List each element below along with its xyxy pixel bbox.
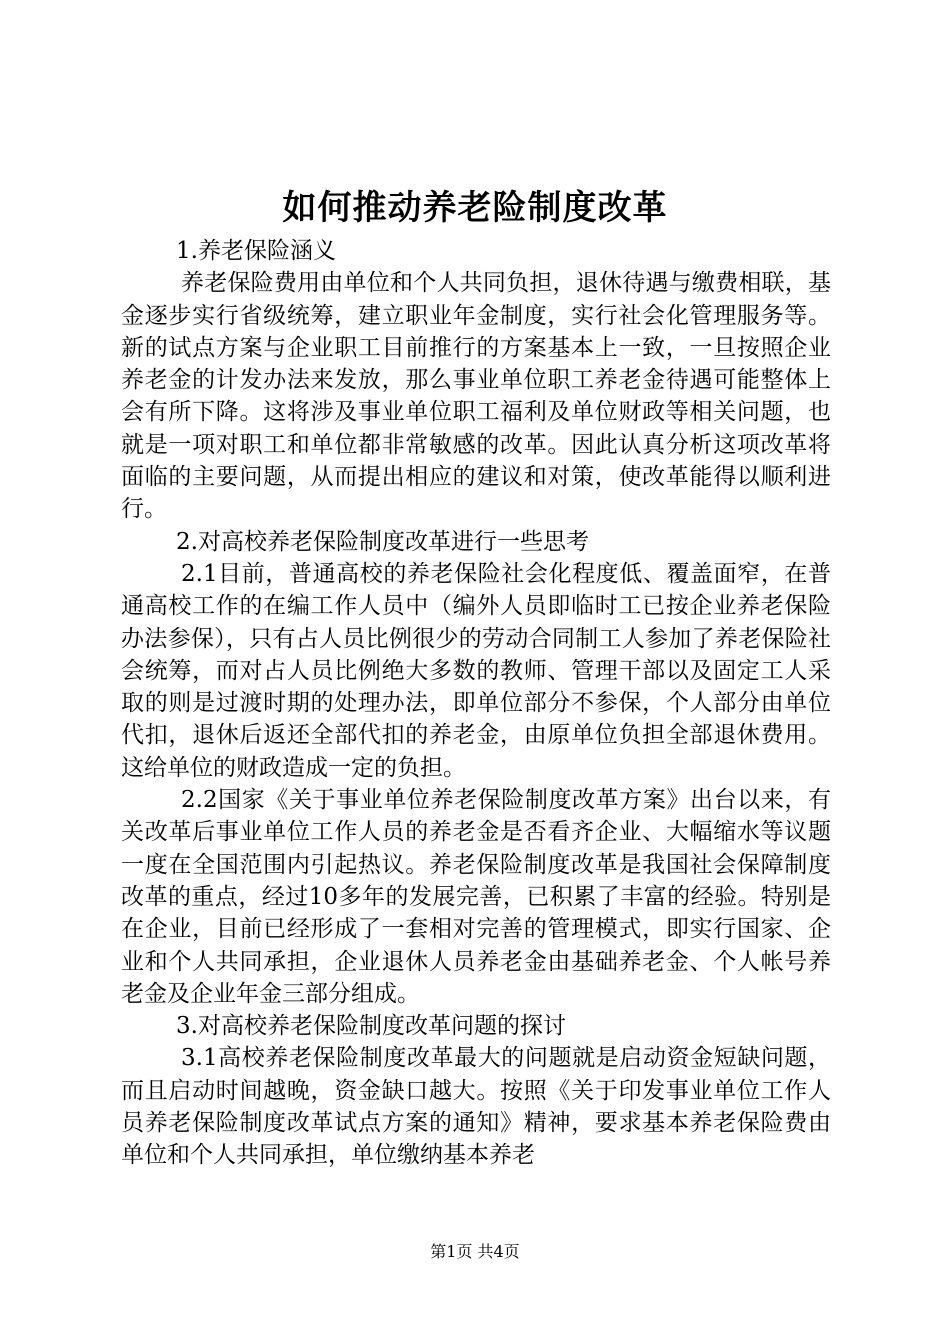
paragraph-3-1: 3.1高校养老保险制度改革最大的问题就是启动资金短缺问题，而且启动时间越晚，资金缺口越大。按照《关于印发事业单位工作人员养老保险制度改革试点方案的通知》精神，要求基本养老保险费由单位和个人共同承担，单位缴纳基本养老 xyxy=(121,1045,831,1169)
page-footer: 第1页 共4页 xyxy=(430,1242,520,1261)
document-body xyxy=(121,235,831,1172)
section-heading-3: 3.对高校养老保险制度改革问题的探讨 xyxy=(176,1013,566,1040)
paragraph-2-2: 2.2国家《关于事业单位养老保险制度改革方案》出台以来，有关改革后事业单位工作人员的养老金是否看齐企业、大幅缩水等议题一度在全国范围内引起热议。养老保险制度改革是我国社会保障制度改革的重点，经过10多年的发展完善，已积累了丰富的经验。特别是在企业，目前已经形成了一套相对完善的管理模式，即实行国家、企业和个人共同承担，企业退休人员养老金由基础养老金、个人帐号养老金及企业年金三部分组成。 xyxy=(121,787,831,1007)
section-heading-2: 2.对高校养老保险制度改革进行一些思考 xyxy=(176,528,589,555)
paragraph-2-1: 2.1目前，普通高校的养老保险社会化程度低、覆盖面窄，在普通高校工作的在编工作人员中（编外人员即临时工已按企业养老保险办法参保），只有占人员比例很少的劳动合同制工人参加了养老保险社会统筹，而对占人员比例绝大多数的教师、管理干部以及固定工人采取的则是过渡时期的处理办法，即单位部分不参保，个人部分由单位代扣，退休后返还全部代扣的养老金，由原单位负担全部退休费用。这给单位的财政造成一定的负担。 xyxy=(121,560,831,781)
section-heading-1: 1.养老保险涵义 xyxy=(176,238,336,264)
document-title: 如何推动养老险制度改革 xyxy=(282,188,668,228)
paragraph-1: 养老保险费用由单位和个人共同负担，退休待遇与缴费相联，基金逐步实行省级统筹，建立职业年金制度，实行社会化管理服务等。新的试点方案与企业职工目前推行的方案基本上一致，一旦按照企业养老金的计发办法来发放，那么事业单位职工养老金待遇可能整体上会有所下降。这将涉及事业单位职工福利及单位财政等相关问题，也就是一项对职工和单位都非常敏感的改革。因此认真分析这项改革将面临的主要问题，从而提出相应的建议和对策，使改革能得以顺利进行。 xyxy=(121,270,831,523)
